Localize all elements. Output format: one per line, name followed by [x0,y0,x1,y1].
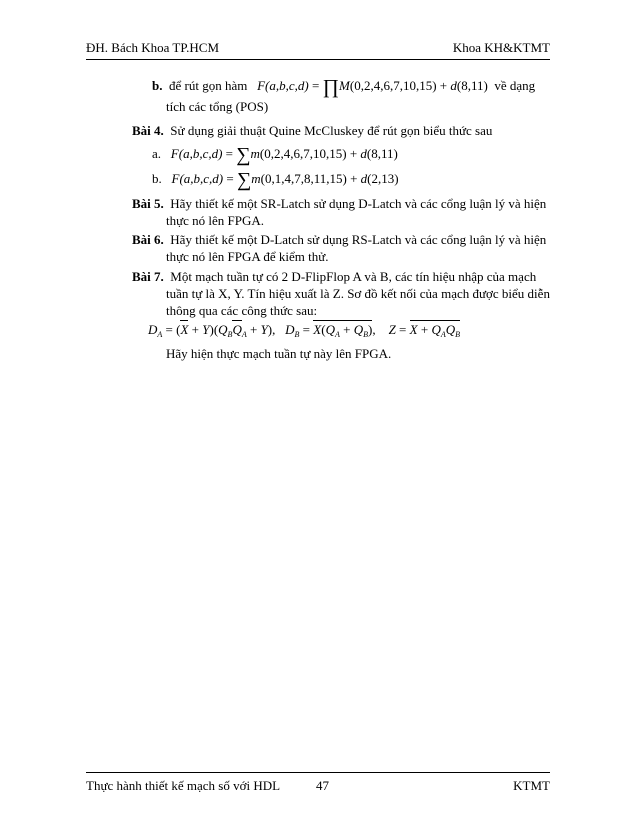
bai4-text: Sử dụng giải thuật Quine McCluskey để rút gọn biểu thức sau [170,123,493,138]
b-intro: để rút gọn hàm [168,78,248,93]
bai5-line2: thực nó lên FPGA. [166,213,265,228]
bai4-b-label: b. [152,171,162,186]
bai7-label: Bài 7. [132,269,164,284]
bai4-b: b. F(a,b,c,d) = ∑m(0,1,4,7,8,11,15) + d(2,13) [152,169,399,191]
header-left: ĐH. Bách Khoa TP.HCM [86,40,220,55]
b-label: b. [152,78,163,93]
b-expr: F [257,78,266,93]
bai6-text1: Hãy thiết kế một D-Latch sử dụng RS-Latch và các cổng luận lý và hiện [170,232,547,247]
footer-left: Thực hành thiết kế mạch số với HDL [86,778,281,793]
bai5-line1 [132,195,546,212]
header-right: Khoa KH&KTMT [452,40,550,55]
footer-right: KTMT [513,778,550,793]
b-item: b. để rút gọn hàm F(a,b,c,d) = ∏M(0,2,4,6,7,10,15) + d(8,11) về dạng [152,76,536,98]
bai7-line3: thông qua các công thức sau: [166,303,318,318]
b-tail: về dạng [494,78,536,93]
header-rule [86,59,550,60]
bai7-equations: $D_A = (X + Y)(Q_BQ_A + Y)$, $D_B = X(Q_A + Q_B)$, $Z = X + Q_AQ_B$ [148,322,460,339]
bai7-closing: Hãy hiện thực mạch tuần tự này lên FPGA. [166,346,392,361]
bai6-label: Bài 6. [132,232,164,247]
bai4-heading [132,122,492,139]
bai6-line1 [132,231,546,248]
footer-rule [86,772,550,773]
bai5-label: Bài 5. [132,196,164,211]
bai5-text1: Hãy thiết kế một SR-Latch sử dụng D-Latch và các cổng luận lý và hiện [170,196,547,211]
bai4-a: a. F(a,b,c,d) = ∑m(0,2,4,6,7,10,15) + d(8,11) [152,144,398,166]
page-number: 47 [316,778,329,793]
bai6-line2: thực nó lên FPGA để kiểm thử. [166,249,329,264]
bai7-text1: Một mạch tuần tự có 2 D-FlipFlop A và B, các tín hiệu nhập của mạch [170,269,537,284]
bai4-label: Bài 4. [132,123,164,138]
bai4-a-label: a. [152,146,162,161]
bai7-line2: tuần tự là X, Y. Tín hiệu xuất là Z. Sơ đồ kết nối của mạch được biểu diễn [166,286,550,301]
b-line2: tích các tổng (POS) [166,99,269,114]
bai7-line1 [132,268,536,285]
